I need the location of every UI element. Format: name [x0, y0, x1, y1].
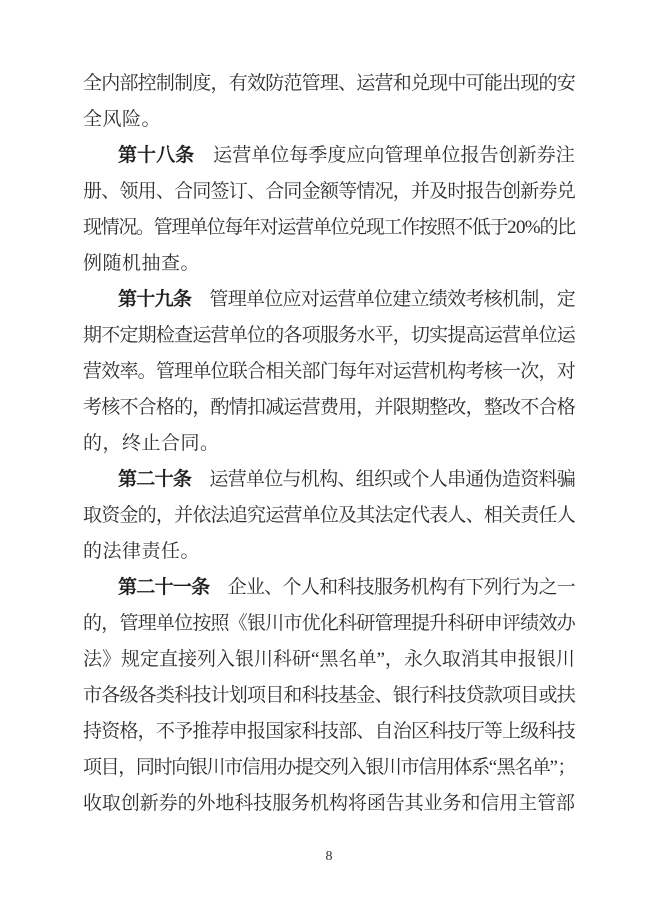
text-line: 市 各 级 各 类 科 技 计 划 项 目 和 科 技 基 金 、 银 行 科 技 贷 款 项 目 或 扶 — [83, 685, 576, 706]
document-body — [83, 66, 575, 822]
text-line: 的法律责任。 — [83, 541, 201, 562]
text-line: 例随机抽查。 — [83, 253, 201, 274]
text-line: 的 ， 管 理 单 位 按 照 《 银 川 市 优 化 科 研 管 理 提 升 科 研 申 评 绩 效 办 — [83, 613, 576, 634]
text-line: 营 效 率 。 管 理 单 位 联 合 相 关 部 门 每 年 对 运 营 机 构 考 核 一 次 ， 对 — [83, 361, 576, 382]
text-line: 册 、 领 用 、 合 同 签 订 、 合 同 金 额 等 情 况 ， 并 及 时 报 告 创 新 券 兑 — [83, 181, 576, 202]
text-line-article-21: 第 二 十 一 条 企 业 、 个 人 和 科 技 服 务 机 构 有 下 列 行 为 之 一 — [118, 577, 576, 598]
text-line-article-18: 第 十 八 条 运 营 单 位 每 季 度 应 向 管 理 单 位 报 告 创 新 券 注 — [118, 145, 575, 166]
page-number: 8 — [325, 849, 333, 864]
text-line: 考 核 不 合 格 的 ， 酌 情 扣 减 运 营 费 用 ， 并 限 期 整 改 ， 整 改 不 合 格 — [83, 397, 576, 418]
text-line: 现 情 况 。 管 理 单 位 每 年 对 运 营 单 位 兑 现 工 作 按 照 不 低 于 2 0 % 的 比 — [83, 217, 577, 238]
text-line: 全风险。 — [83, 109, 162, 130]
text-line: 期 不 定 期 检 查 运 营 单 位 的 各 项 服 务 水 平 ， 切 实 提 高 运 营 单 位 运 — [83, 325, 576, 346]
text-line-article-20: 第 二 十 条 运 营 单 位 与 机 构 、 组 织 或 个 人 串 通 伪 造 资 料 骗 — [118, 469, 576, 490]
text-line-article-19: 第 十 九 条 管 理 单 位 应 对 运 营 单 位 建 立 绩 效 考 核 机 制 ， 定 — [118, 289, 576, 310]
text-line: 法 》 规 定 直 接 列 入 银 川 科 研 “ 黑 名 单 ” ， 永 久 取 消 其 申 报 银 川 — [83, 649, 575, 670]
text-line: 取 资 金 的 ， 并 依 法 追 究 运 营 单 位 及 其 法 定 代 表 人 、 相 关 责 任 人 — [83, 505, 576, 526]
text-line: 项 目 ， 同 时 向 银 川 市 信 用 办 提 交 列 入 银 川 市 信 用 体 系 “ 黑 名 单 ” ； — [83, 757, 577, 778]
text-line: 持 资 格 ， 不 予 推 荐 申 报 国 家 科 技 部 、 自 治 区 科 技 厅 等 上 级 科 技 — [83, 721, 576, 742]
text-line: 收 取 创 新 券 的 外 地 科 技 服 务 机 构 将 函 告 其 业 务 和 信 用 主 管 部 — [83, 793, 576, 814]
text-line: 全 内 部 控 制 制 度 ， 有 效 防 范 管 理 、 运 营 和 兑 现 中 可 能 出 现 的 安 — [83, 73, 576, 94]
text-line: 的，终止合同。 — [83, 433, 220, 454]
